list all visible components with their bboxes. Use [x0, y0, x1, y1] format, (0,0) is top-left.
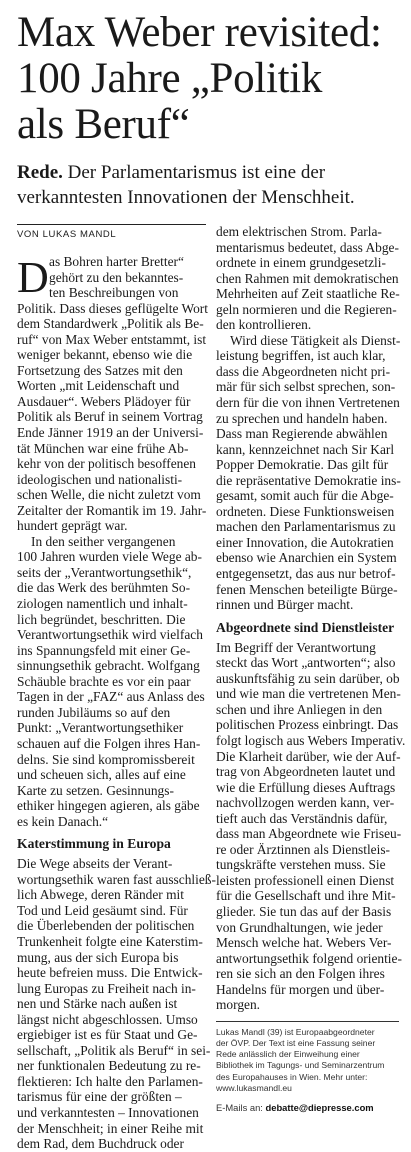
paragraph [17, 301, 206, 534]
text-line: kann, kennzeichnet nach Sir Karl [216, 441, 395, 457]
text-line: mentarismus bedeutet, dass Abge- [216, 239, 399, 255]
paragraph [216, 333, 399, 613]
text-line: Popper Demokratie. Das gilt für [216, 457, 389, 473]
text-line: antwortungsethik folgend orientie- [216, 950, 402, 966]
subhead-line [17, 160, 402, 185]
text-line: längst nicht abgeschlossen. Umso [17, 1011, 198, 1027]
text-line: dern für die von ihnen Vertretenen [216, 395, 400, 411]
text-line: hundert geprägt war. [17, 518, 128, 534]
text-line: schen und ihre Anliegen in den [216, 701, 383, 717]
text-line: entgegensetzt, das aus nur betrof- [216, 566, 396, 582]
left-column [17, 224, 216, 1152]
paragraph [17, 856, 216, 1152]
text-line: den kontrollieren. [216, 317, 312, 333]
text-line: folgt logisch aus Webers Imperativ. [216, 732, 406, 748]
text-line: tieft auch das Verständnis dafür, [216, 810, 388, 826]
text-line: ordnete in einem grundgesetzli- [216, 255, 386, 271]
text-line: Politik als Beruf in seinem Vortrag [17, 409, 203, 425]
text-line: Karte zu setzen. Gesinnungs- [17, 782, 174, 798]
headline-line: als Beruf“ [17, 101, 190, 148]
text-line: ordneten. Diese Funktionsweisen [216, 503, 395, 519]
headline-line: 100 Jahre „Politik [17, 55, 323, 102]
subhead-text: Der Parlamentarismus ist eine der [67, 162, 326, 183]
text-line: mung, aus der sich Europa bis [17, 949, 179, 965]
text-line: einer Innovation, die Autokratien [216, 534, 394, 550]
text-line: tungskräfte verstehen muss. Sie [216, 857, 386, 873]
text-line: leisten professionell einen Dienst [216, 872, 395, 888]
text-line: ideologischen und nationalisti- [17, 471, 183, 487]
text-line: dem elektrischen Strom. Parla- [216, 224, 382, 239]
text-line: lich Abwege, deren Ränder mit [17, 887, 184, 903]
text-line: schen Welle, die nicht zuletzt vom [17, 487, 201, 503]
text-line: Punkt: „Verantwortungsethiker [17, 720, 184, 736]
text-line: Mehrheiten auf Zeit staatliche Re- [216, 286, 400, 302]
contact-email-line [216, 1102, 399, 1114]
text-line: gehört zu den bekanntes- [49, 269, 184, 285]
text-line: und verkanntesten – Innovationen [17, 1104, 199, 1120]
text-line: trag von Abgeordneten lautet und [216, 764, 396, 780]
headline-line: Max Weber revisited: [17, 9, 382, 56]
text-line: dass man Abgeordnete wie Friseu- [216, 826, 402, 842]
article-subheadline [17, 160, 402, 210]
section-heading: Katerstimmung in Europa [17, 836, 171, 852]
text-line: 100 Jahren wurden viele Wege ab- [17, 549, 202, 565]
text-line: gesamt, somit auch für die Abge- [216, 488, 394, 504]
text-line: tarismus für eine der größten – [17, 1089, 182, 1105]
text-line: dem Rad, dem Buchdruck oder [17, 1136, 184, 1152]
text-line: chen Rahmen mit demokratischen [216, 270, 399, 286]
text-line: re oder Ärztinnen als Dienstleis- [216, 841, 391, 857]
text-line: geln normieren und die Regieren- [216, 301, 397, 317]
text-line: ner funktionalen Bedeutung zu re- [17, 1058, 201, 1074]
text-line: Tagen in der „FAZ“ aus Anlass des [17, 689, 205, 705]
text-line: Zeitalter der Romantik im 19. Jahr- [17, 502, 207, 518]
text-line: fenen Menschen beteiligte Bürge- [216, 581, 398, 597]
text-line: ebenso wie Anarchien ein System [216, 550, 397, 566]
text-line: Tod und Leid gesäumt sind. Für [17, 902, 188, 918]
subhead-line: verkanntesten Innovationen der Menschheit. [17, 187, 355, 208]
byline-rule [17, 224, 206, 225]
text-line: tät München war eine frühe Ab- [17, 440, 189, 456]
text-line: ruf“ von Max Weber entstammt, ist [17, 331, 207, 347]
text-line: ergiebiger ist es für Staat und Ge- [17, 1027, 198, 1043]
text-line: die das Werk des berühmten So- [17, 580, 191, 596]
text-line: zu sprechen und handeln haben. [216, 410, 388, 426]
text-line: lich begründet, beschritten. Die [17, 611, 186, 627]
text-line: Dass man Regierende abwählen [216, 426, 388, 442]
text-line: glieder. Sie tun das auf der Basis [216, 903, 392, 919]
text-line: wortungsethik waren fast ausschließ- [17, 871, 216, 887]
text-line: Trunkenheit folgte eine Katerstim- [17, 933, 203, 949]
text-line: Die Klarheit darüber, wie der Auf- [216, 748, 401, 764]
text-line: morgen. [216, 997, 261, 1013]
text-line: Handelns für morgen und über- [216, 981, 385, 997]
text-line: dass die Abgeordneten nicht pri- [216, 363, 391, 379]
text-line: mär für sich selbst sprechen, son- [216, 379, 396, 395]
text-line: nen und Stärke nach außen ist [17, 996, 178, 1012]
bio-rule [216, 1021, 399, 1022]
paragraph [216, 639, 406, 1013]
text-line: Fortsetzung des Satzes mit den [17, 362, 183, 378]
drop-cap: D [17, 253, 49, 302]
text-line: Schäuble brachte es vor ein paar [17, 673, 191, 689]
text-line: des Europahauses in Wien. Mehr unter: [216, 1071, 368, 1082]
text-line: auskunftsfähig zu sein darüber, ob [216, 670, 400, 686]
text-line: Lukas Mandl (39) ist Europaabgeordneter [216, 1026, 375, 1037]
text-line: wie die Erfüllung dieses Auftrags [216, 779, 396, 795]
text-line: dem Standardwerk „Politik als Be- [17, 316, 204, 332]
text-line: sinnungsethik gebracht. Wolfgang [17, 658, 200, 674]
text-line: die Überlebenden der politischen [17, 918, 195, 934]
text-line: und wie man die vertretenen Men- [216, 686, 401, 702]
text-line: ins Spannungsfeld mit einer Ge- [17, 642, 191, 658]
text-line: die repräsentative Demokratie ins- [216, 472, 401, 488]
text-line: leistung begriffen, ist auch klar, [216, 348, 386, 364]
text-line: Die Wege abseits der Verant- [17, 856, 173, 872]
text-line: schauen auf die Folgen ihres Han- [17, 735, 201, 751]
text-line: lung Europas zu Freiheit nach in- [17, 980, 196, 996]
text-line: Worten „mit Leidenschaft und [17, 378, 180, 394]
text-line: www.lukasmandl.eu [216, 1082, 292, 1093]
right-column [216, 224, 406, 1114]
email-prefix: E-Mails an: [216, 1101, 263, 1113]
article-headline [17, 10, 402, 148]
text-line: und scheuen sich, alles auf eine [17, 767, 186, 783]
text-line: es kein Danach.“ [17, 813, 109, 829]
text-line: flektieren: Ich halte den Parlamen- [17, 1073, 203, 1089]
text-line: von Grundhaltungen, wie jeder [216, 919, 383, 935]
text-line: seits der „Verantwortungsethik“, [17, 564, 192, 580]
text-line: ziologen namentlich und inhalt- [17, 596, 188, 612]
text-line: heute befreien muss. Die Entwick- [17, 965, 203, 981]
text-line: weniger bekannt, ebenso wie die [17, 347, 193, 363]
text-line: ten Beschreibungen von [49, 285, 179, 301]
text-line: ren sie sich an den Folgen ihres [216, 966, 385, 982]
text-line: In den seither vergangenen [31, 533, 176, 549]
text-line: ethiker hingegen agieren, als gäbe [17, 798, 200, 814]
section-heading: Abgeordnete sind Dienstleister [216, 619, 395, 635]
text-line: politischen Prozess einbringt. Das [216, 717, 399, 733]
paragraph [216, 224, 399, 333]
text-line: sellschaft, „Politik als Beruf“ in sei- [17, 1042, 211, 1058]
text-line: nachvollzogen werden kann, ver- [216, 795, 395, 811]
text-line: delns. Sie sind kompromissbereit [17, 751, 195, 767]
paragraph [17, 534, 206, 829]
text-line: Wird diese Tätigkeit als Dienst- [230, 332, 401, 348]
text-line: Politik. Dass dieses geflügelte Wort [17, 300, 208, 316]
author-bio [216, 1027, 399, 1094]
subhead-lead: Rede. [17, 162, 63, 183]
text-line: Ausdauer“. Webers Plädoyer für [17, 393, 191, 409]
text-line: as Bohren harter Bretter“ [49, 254, 184, 269]
text-line: Verantwortungsethik wird vielfach [17, 627, 203, 643]
text-line: kehr von der politisch besoffenen [17, 456, 196, 472]
email-link[interactable]: debatte@diepresse.com [265, 1101, 374, 1113]
text-line: der Menschheit; in einer Reihe mit [17, 1120, 204, 1136]
text-line: für die Gesellschaft und ihre Mit- [216, 888, 396, 904]
text-line: runden Jubiläums so auf den [17, 704, 171, 720]
text-line: der ÖVP. Der Text ist eine Fassung seiner [216, 1037, 376, 1048]
intro-paragraph [17, 254, 206, 301]
text-line: machen den Parlamentarismus zu [216, 519, 396, 535]
text-line: steckt das Wort „antworten“; also [216, 655, 396, 671]
text-line: Rede anlässlich der Einweihung einer [216, 1049, 360, 1060]
text-line: rinnen und Bürger macht. [216, 597, 354, 613]
text-line: Mensch welche hat. Webers Ver- [216, 935, 392, 951]
text-line: Ende Jänner 1919 an der Universi- [17, 425, 204, 441]
byline: VON LUKAS MANDL [17, 229, 117, 240]
text-line: Im Begriff der Verantwortung [216, 639, 376, 655]
text-line: Bibliothek im Tagungs- und Seminarzentrum [216, 1060, 385, 1071]
